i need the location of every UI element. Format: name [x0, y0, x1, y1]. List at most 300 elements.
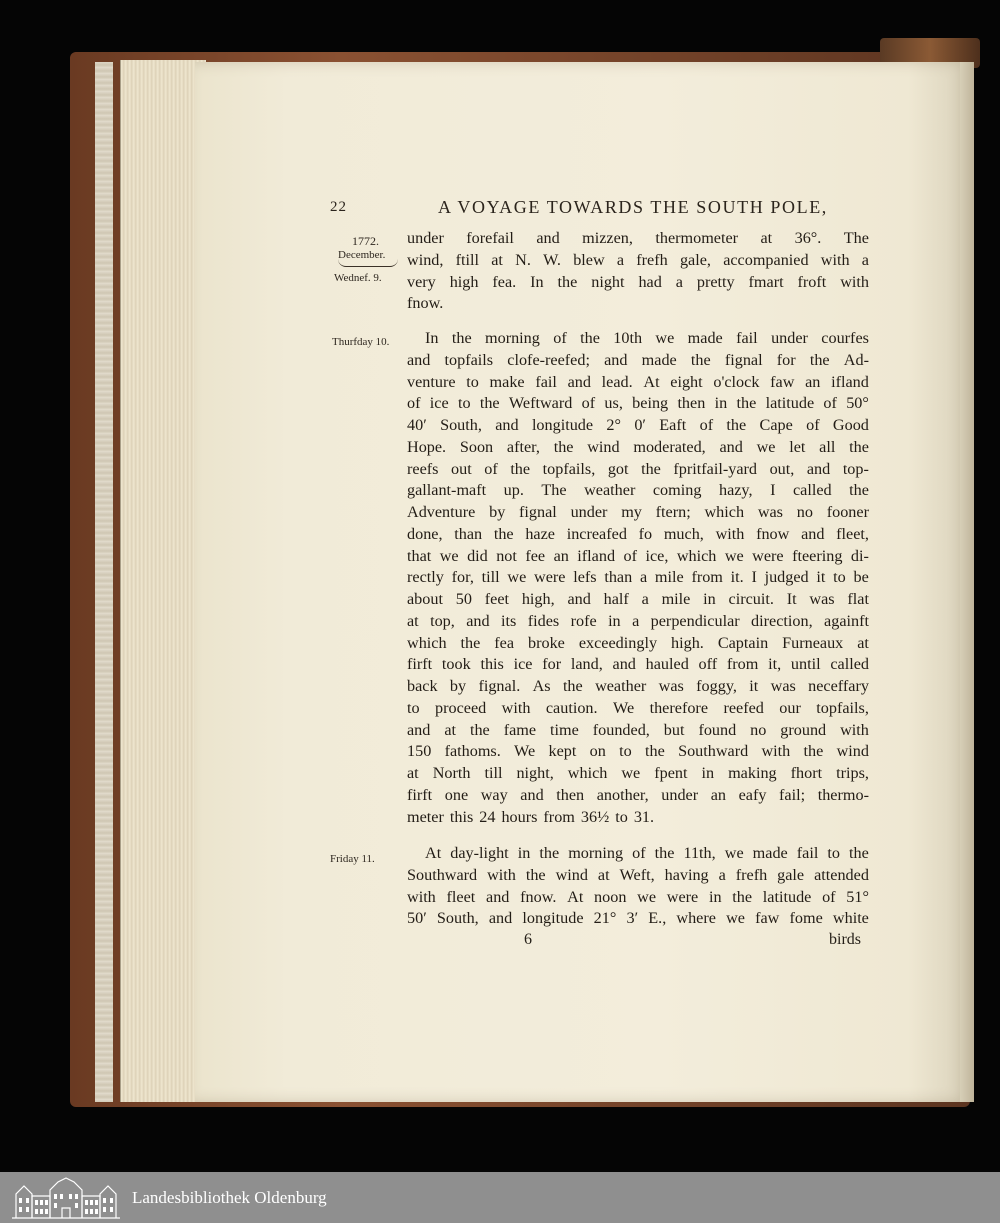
word: ifland [831, 372, 869, 391]
word: called [830, 655, 869, 674]
word: this [480, 655, 504, 674]
word: till [484, 764, 503, 782]
word: with [761, 742, 791, 761]
library-name: Landesbibliothek Oldenburg [132, 1187, 327, 1207]
word: made [641, 350, 677, 369]
text-line [407, 250, 869, 272]
page-gutter [960, 62, 974, 1102]
paragraph-2 [407, 328, 869, 828]
word: in [708, 887, 722, 906]
word: 36½ [580, 807, 610, 826]
word: accompanied [723, 250, 809, 269]
text-line [407, 272, 869, 294]
word: the [469, 720, 490, 739]
word: foggy, [696, 677, 737, 695]
word: found [698, 720, 737, 739]
word: our [779, 698, 801, 717]
word: from [726, 655, 759, 674]
word: faw [770, 372, 795, 391]
word: of [407, 394, 421, 413]
word: under [570, 503, 608, 521]
word: we [724, 844, 744, 862]
word: The [843, 229, 869, 247]
text-line [407, 865, 869, 887]
footer-bar [0, 1172, 1000, 1223]
word: fea [494, 633, 515, 652]
word: the [641, 459, 661, 478]
word: kept [548, 742, 577, 761]
word: of [484, 459, 498, 478]
word: of [623, 546, 637, 565]
word: therefore [649, 698, 709, 717]
word: of [581, 394, 596, 413]
word: mizzen, [582, 229, 633, 247]
word: was [658, 677, 684, 695]
word: we [756, 437, 776, 456]
text-line [407, 908, 869, 930]
word: which [407, 633, 447, 652]
word: all [819, 437, 836, 456]
word: fail [796, 844, 819, 862]
word: land, [570, 655, 603, 674]
text-line [407, 328, 869, 350]
word: judged [764, 568, 809, 587]
running-title: A VOYAGE TOWARDS THE SOUTH POLE, [438, 197, 828, 217]
word: fhort [790, 764, 823, 782]
word: by [489, 503, 506, 521]
word: I [751, 568, 757, 587]
word: a [639, 568, 648, 587]
word: being [632, 394, 669, 413]
word: 21° [593, 909, 617, 928]
word: forefail [466, 229, 514, 247]
word: hours [501, 807, 538, 826]
word: neceffary [808, 677, 869, 695]
text-line [407, 698, 869, 720]
word: the [553, 437, 574, 456]
word: o'clock [713, 372, 760, 391]
running-head [330, 197, 870, 221]
word: the [580, 329, 600, 347]
word: to [615, 807, 628, 826]
word: moderated, [633, 437, 706, 456]
word: mile [661, 590, 691, 608]
word: the [690, 350, 711, 369]
word: of [823, 394, 837, 413]
word: North [432, 764, 471, 782]
word: fooner [826, 503, 869, 521]
word: frefh [636, 250, 668, 269]
word: wind [555, 865, 588, 884]
text-line [407, 415, 869, 437]
word: fail [535, 372, 557, 391]
word: noon [594, 887, 627, 906]
word: topfails [444, 350, 494, 369]
word: the [809, 350, 830, 369]
word: faw [755, 909, 780, 928]
word: W. [543, 250, 561, 269]
word: another, [596, 785, 649, 804]
word: from [691, 568, 723, 587]
word: fteering [792, 546, 843, 565]
word: South, [440, 416, 482, 434]
word: the [849, 481, 869, 500]
word: fpent [654, 764, 688, 782]
word: no [750, 720, 767, 739]
signature-mark: 6 [524, 931, 532, 948]
word: no [796, 503, 813, 521]
word: I [770, 481, 776, 500]
word: we [637, 887, 657, 906]
word: the [849, 844, 869, 862]
word: we [621, 764, 641, 782]
word: eafy [738, 785, 767, 804]
word: reefs [407, 459, 439, 478]
word: not [496, 546, 517, 565]
word: make [489, 372, 525, 391]
word: founded, [592, 720, 650, 739]
word: but [663, 720, 685, 739]
word: direction, [751, 611, 813, 630]
word: and [612, 655, 636, 674]
word: wind [836, 742, 869, 761]
word: ice [513, 655, 533, 674]
text-line [407, 611, 869, 633]
word: having [664, 865, 709, 884]
word: done, [407, 524, 443, 543]
word: and [407, 350, 431, 369]
word: exceedingly [578, 633, 658, 652]
word: 2° [606, 416, 621, 434]
word: topfails, [816, 698, 869, 717]
text-line [407, 654, 869, 676]
word: Good [832, 416, 869, 434]
word: were [534, 568, 566, 587]
word: weather [584, 481, 636, 500]
word: and [536, 229, 560, 247]
text-line [407, 437, 869, 459]
word: at [491, 250, 503, 269]
word: 150 [407, 742, 432, 761]
word: of [806, 416, 820, 434]
word: Adventure [407, 503, 476, 521]
word: let [789, 437, 806, 456]
word: Furneaux [782, 633, 844, 652]
word: hazy, [718, 481, 753, 500]
word: As [532, 677, 551, 695]
word: an [553, 546, 569, 565]
word: attended [814, 865, 869, 884]
word: latitude [765, 394, 815, 413]
word: under [771, 329, 808, 347]
text-line [407, 887, 869, 909]
word: caution. [545, 698, 598, 717]
word: fea. [492, 272, 517, 291]
word: 50° [846, 394, 869, 413]
text-line [407, 720, 869, 742]
page-stack-edge [120, 60, 206, 1102]
word: 50 [455, 590, 472, 608]
text-line [407, 741, 869, 763]
margin-date-wednesday: Wednef. 9. [334, 272, 382, 284]
word: it. [730, 568, 744, 587]
word: firft [407, 655, 433, 674]
word: with [501, 698, 531, 717]
word: and [567, 590, 591, 608]
word: Weft, [619, 865, 655, 884]
word: rectly [407, 568, 444, 587]
word: called [792, 481, 832, 500]
word: a [632, 611, 640, 630]
page-edges-left [95, 62, 113, 1102]
word: which [676, 546, 717, 565]
word: under [407, 229, 444, 247]
word: way [480, 785, 508, 804]
word: making [728, 764, 777, 782]
word: Cape [759, 416, 793, 434]
word: N. [515, 250, 531, 269]
word: thermo- [817, 785, 869, 804]
word: 40′ [407, 416, 427, 434]
text-line [407, 459, 869, 481]
word: ifland [577, 546, 616, 565]
word: of [822, 887, 836, 906]
word: and [488, 909, 513, 928]
word: in [608, 611, 621, 630]
word: longitude [531, 416, 594, 434]
word: 31. [633, 807, 655, 826]
word: for [542, 655, 562, 674]
word: and [495, 416, 519, 434]
word: In [425, 329, 439, 347]
word: the [726, 416, 747, 434]
text-line [407, 843, 869, 865]
word: was [809, 590, 835, 608]
word: and [567, 372, 591, 391]
word: it, [768, 655, 782, 674]
word: and [801, 524, 825, 543]
word: high, [521, 590, 555, 608]
word: fleet [446, 887, 476, 906]
word: in [701, 764, 715, 782]
word: blew [573, 250, 605, 269]
word: longitude [522, 909, 584, 928]
word: 0′ [634, 416, 646, 434]
word: The [541, 481, 567, 500]
word: be [853, 568, 869, 587]
word: in [517, 844, 531, 862]
word: 10th [613, 329, 643, 347]
word: fome [789, 909, 823, 928]
word: 11th, [683, 844, 716, 862]
word: at [407, 611, 419, 630]
paragraph-3 [407, 843, 869, 930]
word: than [604, 568, 633, 587]
text-line [407, 676, 869, 698]
word: coming [652, 481, 702, 500]
word: hauled [645, 655, 689, 674]
word: flat [847, 590, 869, 608]
word: South, [436, 909, 479, 928]
margin-date-thursday: Thurfday 10. [332, 336, 390, 348]
word: Soon [459, 437, 494, 456]
word: We [613, 698, 635, 717]
word: night, [516, 764, 554, 782]
word: and [466, 611, 490, 630]
word: fnow. [520, 887, 557, 906]
word: the [525, 865, 546, 884]
word: we [507, 568, 527, 587]
text-line [407, 480, 869, 502]
word: out [451, 459, 472, 478]
text-line [407, 567, 869, 589]
word: perpendicular [650, 611, 740, 630]
word: the [479, 394, 500, 413]
word: the [460, 633, 481, 652]
word: and [806, 459, 831, 478]
word: frefh [735, 865, 768, 884]
word: half [603, 590, 629, 608]
word: about [407, 590, 443, 608]
word: with [840, 272, 869, 291]
word: fleet, [836, 524, 869, 543]
word: top- [842, 459, 869, 478]
word: then [677, 394, 706, 413]
word: the [736, 394, 757, 413]
word: was [770, 677, 796, 695]
word: to [457, 394, 471, 413]
word: fame [503, 720, 537, 739]
word: At [567, 887, 584, 906]
word: were [666, 887, 699, 906]
word: to [407, 698, 420, 717]
word: a [861, 250, 869, 269]
word: increafed [566, 524, 627, 543]
word: fail; [779, 785, 806, 804]
word: 50′ [407, 909, 427, 928]
word: of [699, 416, 714, 434]
word: 36°. [794, 229, 822, 247]
word: which [704, 503, 745, 521]
word: ftill [455, 250, 480, 269]
word: and [486, 887, 510, 906]
word: thermometer [655, 229, 739, 247]
word: at [444, 720, 457, 739]
word: with [407, 887, 436, 906]
word: courfes [821, 329, 869, 347]
word: E., [648, 909, 667, 928]
word: we [439, 546, 459, 565]
word: we [724, 546, 744, 565]
word: ground [780, 720, 827, 739]
margin-year: 1772. [352, 234, 379, 248]
word: my [621, 503, 642, 521]
word: eight [670, 372, 703, 391]
word: time [550, 720, 579, 739]
word: under [661, 785, 699, 804]
word: had [638, 272, 662, 291]
margin-month: December. [338, 249, 386, 261]
word: of [553, 329, 567, 347]
word: very [407, 272, 436, 291]
word: latitude [762, 887, 812, 906]
word: ftern; [655, 503, 691, 521]
word: ice, [645, 546, 669, 565]
word: reefed [723, 698, 764, 717]
word: made [752, 844, 788, 862]
text-line [407, 785, 869, 807]
word: We [514, 742, 536, 761]
word: up. [503, 481, 524, 500]
word: with [840, 720, 869, 739]
word: at [857, 633, 869, 652]
word: back [407, 677, 438, 695]
word: Hope. [407, 437, 447, 456]
word: made [687, 329, 723, 347]
word: fnow [756, 524, 790, 543]
word: a [718, 865, 726, 884]
text-line [407, 633, 869, 655]
word: clofe-reefed; [507, 350, 590, 369]
word: we [655, 329, 675, 347]
word: to [466, 372, 479, 391]
text-line [407, 589, 869, 611]
text-line [407, 228, 869, 250]
word: the [451, 329, 472, 347]
word: gallant-maft [407, 481, 487, 500]
word: wind [587, 437, 620, 456]
word: the [849, 437, 869, 456]
word: fathoms. [444, 742, 501, 761]
word: the [654, 844, 675, 862]
word: lefs [573, 568, 597, 587]
word: for, [451, 568, 474, 587]
word: the [803, 742, 824, 761]
word: day-light [450, 844, 509, 862]
word: haze [525, 524, 555, 543]
word: the [562, 677, 583, 695]
word: an [710, 785, 726, 804]
text-line [407, 546, 869, 568]
word: white [832, 909, 869, 928]
word: by [449, 677, 467, 695]
word: to [833, 568, 846, 587]
word: circuit. [728, 590, 774, 608]
word: a [641, 590, 649, 608]
word: out, [769, 459, 795, 478]
word: top, [430, 611, 455, 630]
word: mile [654, 568, 684, 587]
word: Captain [717, 633, 769, 652]
word: pretty [696, 272, 735, 291]
word: 24 [479, 807, 496, 826]
word: high [449, 272, 479, 291]
word: morning [568, 844, 624, 862]
word: with [820, 250, 850, 269]
word: after, [506, 437, 540, 456]
word: morning [485, 329, 540, 347]
text-line [407, 372, 869, 394]
word: fnow. [407, 294, 444, 313]
word: and [604, 350, 628, 369]
text-line [407, 393, 869, 415]
word: this [449, 807, 474, 826]
word: to [619, 742, 632, 761]
page-number: 22 [330, 199, 347, 215]
word: Weftward [508, 394, 573, 413]
word: with [715, 524, 745, 543]
margin-brace [338, 258, 398, 267]
